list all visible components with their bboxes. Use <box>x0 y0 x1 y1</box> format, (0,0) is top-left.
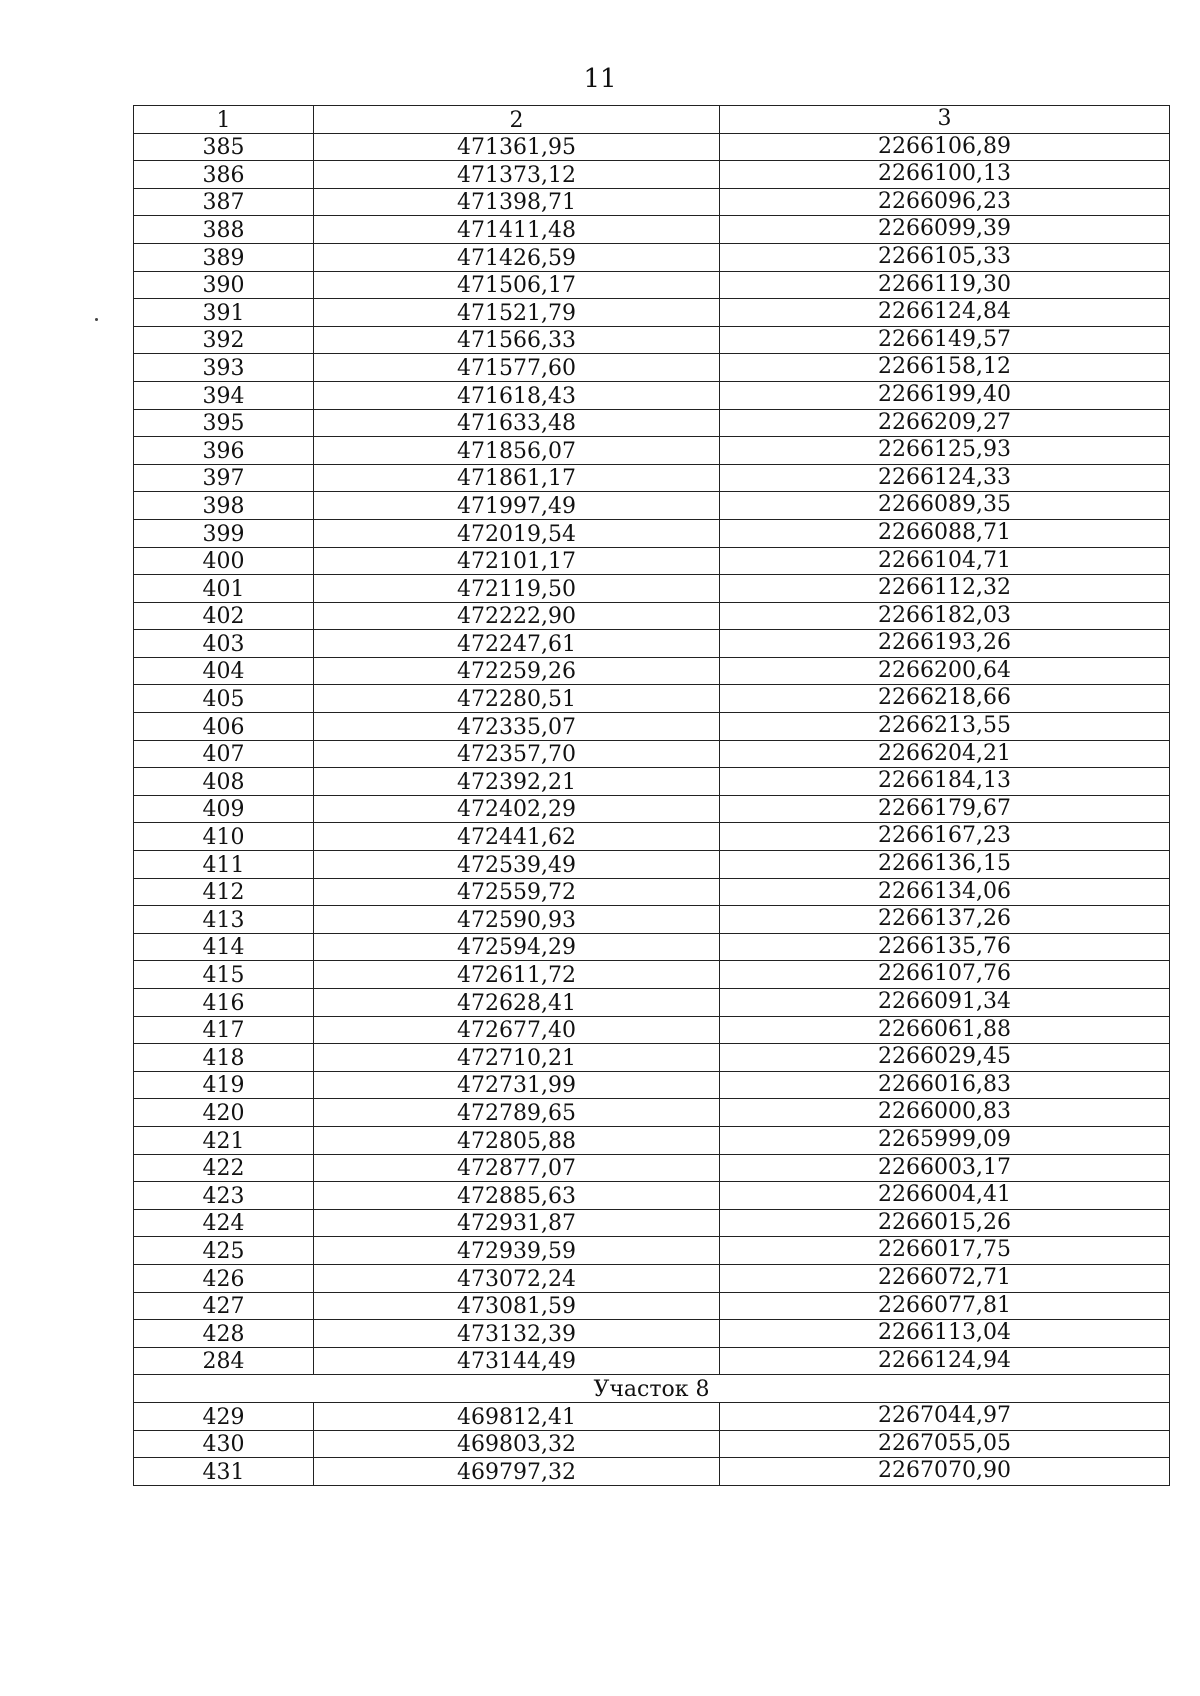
y-coordinate-cell: 2266003,17 <box>720 1154 1170 1182</box>
point-number-cell: 399 <box>134 519 314 547</box>
x-coordinate-cell: 472222,90 <box>314 602 720 630</box>
table-row <box>134 519 1170 547</box>
table-row <box>134 1016 1170 1044</box>
table-row <box>134 1154 1170 1182</box>
y-coordinate-cell: 2266105,33 <box>720 243 1170 271</box>
point-number-cell: 431 <box>134 1458 314 1486</box>
x-coordinate-cell: 472559,72 <box>314 878 720 906</box>
point-number-cell: 398 <box>134 492 314 520</box>
y-coordinate-cell: 2266149,57 <box>720 326 1170 354</box>
point-number-cell: 428 <box>134 1320 314 1348</box>
x-coordinate-cell: 472335,07 <box>314 713 720 741</box>
table-row <box>134 133 1170 161</box>
y-coordinate-cell: 2266004,41 <box>720 1182 1170 1210</box>
table-row <box>134 933 1170 961</box>
point-number-cell: 385 <box>134 133 314 161</box>
y-coordinate-cell: 2266099,39 <box>720 216 1170 244</box>
point-number-cell: 403 <box>134 630 314 658</box>
y-coordinate-cell: 2266125,93 <box>720 437 1170 465</box>
point-number-cell: 419 <box>134 1071 314 1099</box>
y-coordinate-cell: 2266137,26 <box>720 906 1170 934</box>
point-number-cell: 284 <box>134 1347 314 1375</box>
point-number-cell: 429 <box>134 1402 314 1430</box>
x-coordinate-cell: 472594,29 <box>314 933 720 961</box>
x-coordinate-cell: 472101,17 <box>314 547 720 575</box>
y-coordinate-cell: 2267055,05 <box>720 1430 1170 1458</box>
table-row <box>134 768 1170 796</box>
table-row <box>134 575 1170 603</box>
scan-speck <box>95 318 98 321</box>
x-coordinate-cell: 472357,70 <box>314 740 720 768</box>
y-coordinate-cell: 2266113,04 <box>720 1320 1170 1348</box>
x-coordinate-cell: 471398,71 <box>314 188 720 216</box>
table-row <box>134 271 1170 299</box>
table-row <box>134 216 1170 244</box>
table-row <box>134 602 1170 630</box>
coordinates-table <box>133 105 1170 1486</box>
point-number-cell: 406 <box>134 713 314 741</box>
point-number-cell: 394 <box>134 381 314 409</box>
y-coordinate-cell: 2266089,35 <box>720 492 1170 520</box>
table-row <box>134 161 1170 189</box>
point-number-cell: 430 <box>134 1430 314 1458</box>
x-coordinate-cell: 471861,17 <box>314 464 720 492</box>
point-number-cell: 391 <box>134 299 314 327</box>
table-row <box>134 851 1170 879</box>
table-row <box>134 1182 1170 1210</box>
x-coordinate-cell: 472710,21 <box>314 1044 720 1072</box>
table-row <box>134 1044 1170 1072</box>
y-coordinate-cell: 2266088,71 <box>720 519 1170 547</box>
point-number-cell: 417 <box>134 1016 314 1044</box>
table-row <box>134 464 1170 492</box>
x-coordinate-cell: 472677,40 <box>314 1016 720 1044</box>
point-number-cell: 397 <box>134 464 314 492</box>
point-number-cell: 409 <box>134 795 314 823</box>
x-coordinate-cell: 471506,17 <box>314 271 720 299</box>
y-coordinate-cell: 2266200,64 <box>720 657 1170 685</box>
y-coordinate-cell: 2266015,26 <box>720 1209 1170 1237</box>
x-coordinate-cell: 471426,59 <box>314 243 720 271</box>
point-number-cell: 413 <box>134 906 314 934</box>
point-number-cell: 421 <box>134 1126 314 1154</box>
point-number-cell: 389 <box>134 243 314 271</box>
y-coordinate-cell: 2267044,97 <box>720 1402 1170 1430</box>
table-row <box>134 685 1170 713</box>
point-number-cell: 395 <box>134 409 314 437</box>
y-coordinate-cell: 2267070,90 <box>720 1458 1170 1486</box>
x-coordinate-cell: 471373,12 <box>314 161 720 189</box>
x-coordinate-cell: 469803,32 <box>314 1430 720 1458</box>
y-coordinate-cell: 2266119,30 <box>720 271 1170 299</box>
y-coordinate-cell: 2266135,76 <box>720 933 1170 961</box>
x-coordinate-cell: 471856,07 <box>314 437 720 465</box>
table-row <box>134 906 1170 934</box>
table-row <box>134 878 1170 906</box>
point-number-cell: 422 <box>134 1154 314 1182</box>
point-number-cell: 411 <box>134 851 314 879</box>
y-coordinate-cell: 2266104,71 <box>720 547 1170 575</box>
table-row <box>134 1430 1170 1458</box>
y-coordinate-cell: 2266199,40 <box>720 381 1170 409</box>
y-coordinate-cell: 2266124,84 <box>720 299 1170 327</box>
y-coordinate-cell: 2266218,66 <box>720 685 1170 713</box>
x-coordinate-cell: 472805,88 <box>314 1126 720 1154</box>
table-row <box>134 1347 1170 1375</box>
point-number-cell: 415 <box>134 961 314 989</box>
y-coordinate-cell: 2266124,33 <box>720 464 1170 492</box>
table-row <box>134 409 1170 437</box>
point-number-cell: 416 <box>134 989 314 1017</box>
section-heading-row <box>134 1375 1170 1403</box>
point-number-cell: 386 <box>134 161 314 189</box>
table-row <box>134 547 1170 575</box>
y-coordinate-cell: 2266124,94 <box>720 1347 1170 1375</box>
table-row <box>134 740 1170 768</box>
point-number-cell: 388 <box>134 216 314 244</box>
table-row <box>134 961 1170 989</box>
x-coordinate-cell: 472247,61 <box>314 630 720 658</box>
page-number: 11 <box>583 64 617 94</box>
y-coordinate-cell: 2266193,26 <box>720 630 1170 658</box>
y-coordinate-cell: 2266112,32 <box>720 575 1170 603</box>
table-header-row <box>134 106 1170 134</box>
section-heading: Участок 8 <box>134 1375 1170 1403</box>
table-row <box>134 354 1170 382</box>
point-number-cell: 407 <box>134 740 314 768</box>
y-coordinate-cell: 2266061,88 <box>720 1016 1170 1044</box>
point-number-cell: 408 <box>134 768 314 796</box>
x-coordinate-cell: 472877,07 <box>314 1154 720 1182</box>
x-coordinate-cell: 472731,99 <box>314 1071 720 1099</box>
x-coordinate-cell: 473144,49 <box>314 1347 720 1375</box>
table-row <box>134 299 1170 327</box>
point-number-cell: 425 <box>134 1237 314 1265</box>
x-coordinate-cell: 472539,49 <box>314 851 720 879</box>
y-coordinate-cell: 2266136,15 <box>720 851 1170 879</box>
y-coordinate-cell: 2266106,89 <box>720 133 1170 161</box>
point-number-cell: 400 <box>134 547 314 575</box>
y-coordinate-cell: 2266077,81 <box>720 1292 1170 1320</box>
table-row <box>134 989 1170 1017</box>
x-coordinate-cell: 472628,41 <box>314 989 720 1017</box>
x-coordinate-cell: 472019,54 <box>314 519 720 547</box>
table-row <box>134 713 1170 741</box>
y-coordinate-cell: 2266100,13 <box>720 161 1170 189</box>
x-coordinate-cell: 471566,33 <box>314 326 720 354</box>
table-row <box>134 243 1170 271</box>
y-coordinate-cell: 2265999,09 <box>720 1126 1170 1154</box>
table-row <box>134 1209 1170 1237</box>
x-coordinate-cell: 473132,39 <box>314 1320 720 1348</box>
table-row <box>134 630 1170 658</box>
coordinates-table-body <box>134 106 1170 1486</box>
point-number-cell: 393 <box>134 354 314 382</box>
point-number-cell: 396 <box>134 437 314 465</box>
x-coordinate-cell: 471577,60 <box>314 354 720 382</box>
point-number-cell: 424 <box>134 1209 314 1237</box>
table-row <box>134 1264 1170 1292</box>
table-row <box>134 1237 1170 1265</box>
header-cell-y: 3 <box>720 106 1170 134</box>
table-row <box>134 1126 1170 1154</box>
y-coordinate-cell: 2266091,34 <box>720 989 1170 1017</box>
point-number-cell: 390 <box>134 271 314 299</box>
table-row <box>134 657 1170 685</box>
point-number-cell: 420 <box>134 1099 314 1127</box>
x-coordinate-cell: 472885,63 <box>314 1182 720 1210</box>
y-coordinate-cell: 2266016,83 <box>720 1071 1170 1099</box>
y-coordinate-cell: 2266029,45 <box>720 1044 1170 1072</box>
x-coordinate-cell: 472789,65 <box>314 1099 720 1127</box>
point-number-cell: 418 <box>134 1044 314 1072</box>
table-row <box>134 1458 1170 1486</box>
point-number-cell: 414 <box>134 933 314 961</box>
table-row <box>134 1402 1170 1430</box>
y-coordinate-cell: 2266096,23 <box>720 188 1170 216</box>
table-row <box>134 823 1170 851</box>
table-row <box>134 326 1170 354</box>
table-row <box>134 1071 1170 1099</box>
x-coordinate-cell: 472441,62 <box>314 823 720 851</box>
x-coordinate-cell: 471633,48 <box>314 409 720 437</box>
x-coordinate-cell: 472119,50 <box>314 575 720 603</box>
table-row <box>134 492 1170 520</box>
point-number-cell: 387 <box>134 188 314 216</box>
point-number-cell: 405 <box>134 685 314 713</box>
x-coordinate-cell: 471411,48 <box>314 216 720 244</box>
x-coordinate-cell: 471997,49 <box>314 492 720 520</box>
table-row <box>134 188 1170 216</box>
x-coordinate-cell: 469812,41 <box>314 1402 720 1430</box>
y-coordinate-cell: 2266017,75 <box>720 1237 1170 1265</box>
x-coordinate-cell: 472931,87 <box>314 1209 720 1237</box>
x-coordinate-cell: 473072,24 <box>314 1264 720 1292</box>
header-cell-x: 2 <box>314 106 720 134</box>
y-coordinate-cell: 2266213,55 <box>720 713 1170 741</box>
y-coordinate-cell: 2266107,76 <box>720 961 1170 989</box>
point-number-cell: 404 <box>134 657 314 685</box>
x-coordinate-cell: 471618,43 <box>314 381 720 409</box>
table-row <box>134 1292 1170 1320</box>
y-coordinate-cell: 2266000,83 <box>720 1099 1170 1127</box>
table-row <box>134 1320 1170 1348</box>
x-coordinate-cell: 471521,79 <box>314 299 720 327</box>
x-coordinate-cell: 472259,26 <box>314 657 720 685</box>
x-coordinate-cell: 472590,93 <box>314 906 720 934</box>
table-row <box>134 437 1170 465</box>
y-coordinate-cell: 2266158,12 <box>720 354 1170 382</box>
table-row <box>134 381 1170 409</box>
point-number-cell: 426 <box>134 1264 314 1292</box>
point-number-cell: 402 <box>134 602 314 630</box>
point-number-cell: 410 <box>134 823 314 851</box>
y-coordinate-cell: 2266167,23 <box>720 823 1170 851</box>
y-coordinate-cell: 2266134,06 <box>720 878 1170 906</box>
y-coordinate-cell: 2266179,67 <box>720 795 1170 823</box>
x-coordinate-cell: 473081,59 <box>314 1292 720 1320</box>
y-coordinate-cell: 2266072,71 <box>720 1264 1170 1292</box>
x-coordinate-cell: 472939,59 <box>314 1237 720 1265</box>
x-coordinate-cell: 472280,51 <box>314 685 720 713</box>
x-coordinate-cell: 472611,72 <box>314 961 720 989</box>
table-row <box>134 1099 1170 1127</box>
y-coordinate-cell: 2266204,21 <box>720 740 1170 768</box>
header-cell-point: 1 <box>134 106 314 134</box>
y-coordinate-cell: 2266182,03 <box>720 602 1170 630</box>
x-coordinate-cell: 471361,95 <box>314 133 720 161</box>
x-coordinate-cell: 469797,32 <box>314 1458 720 1486</box>
x-coordinate-cell: 472392,21 <box>314 768 720 796</box>
x-coordinate-cell: 472402,29 <box>314 795 720 823</box>
y-coordinate-cell: 2266184,13 <box>720 768 1170 796</box>
y-coordinate-cell: 2266209,27 <box>720 409 1170 437</box>
point-number-cell: 392 <box>134 326 314 354</box>
point-number-cell: 401 <box>134 575 314 603</box>
point-number-cell: 423 <box>134 1182 314 1210</box>
point-number-cell: 427 <box>134 1292 314 1320</box>
table-row <box>134 795 1170 823</box>
point-number-cell: 412 <box>134 878 314 906</box>
